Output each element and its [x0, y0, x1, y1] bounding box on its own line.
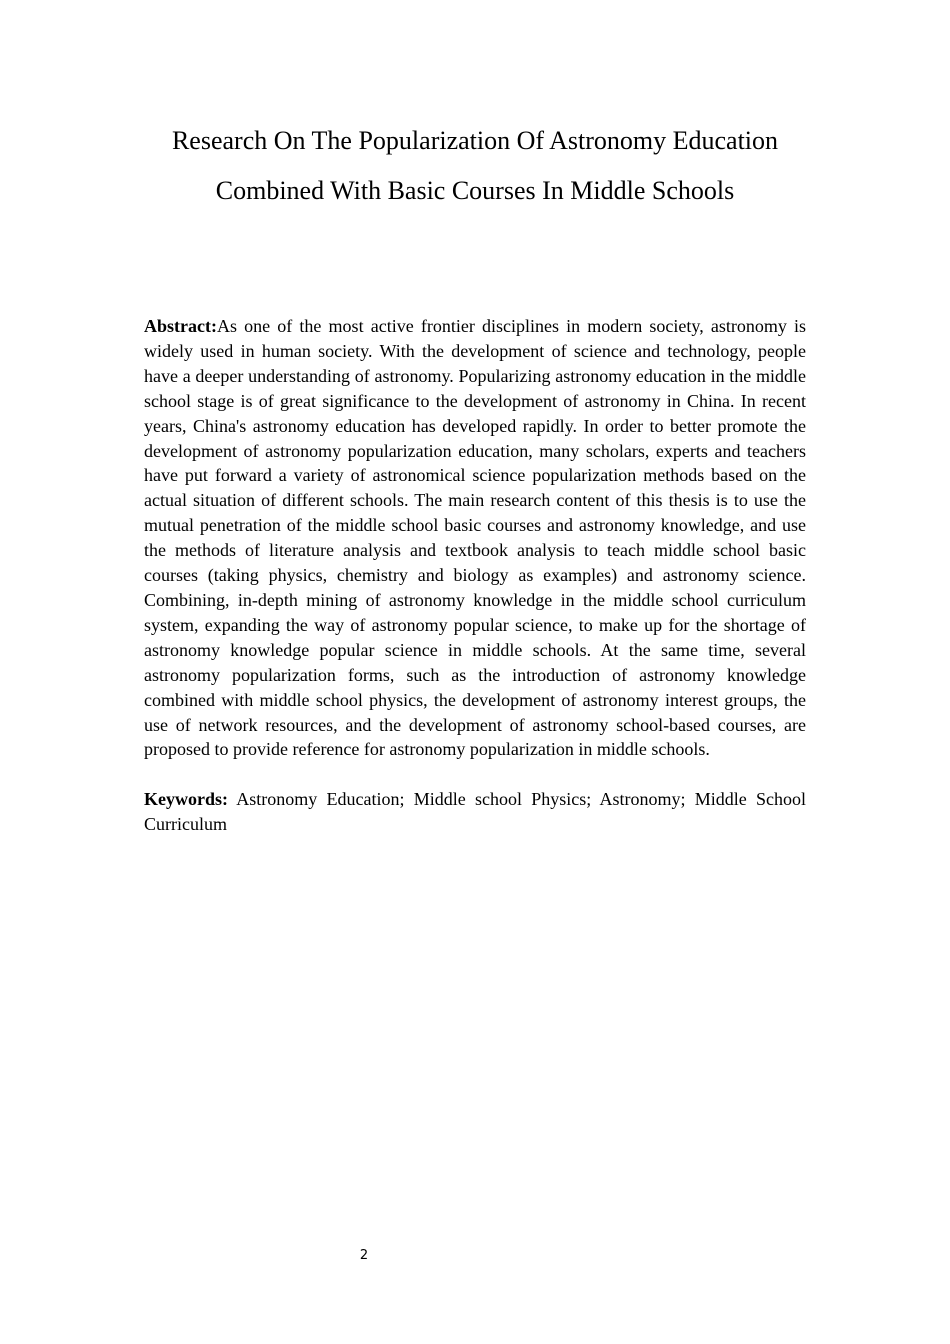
title-line-2: Combined With Basic Courses In Middle Schools [215, 176, 735, 205]
keywords-paragraph [144, 787, 806, 837]
title-line-1: Research On The Popularization Of Astronomy Education [171, 126, 779, 155]
abstract-text: As one of the most active frontier disciplines in modern society, astronomy is widely used in human society. With the development of science and technology, people have a deeper understanding of astronomy. Popularizing astronomy education in the middle school stage is of great significance to the development of astronomy in China. In recent years, China's astronomy education has developed rapidly. In order to better promote the development of astronomy popularization education, many scholars, experts and teachers have put forward a variety of astronomical science popularization methods based on the actual situation of different schools. The main research content of this thesis is to use the mutual penetration of the middle school basic courses and astronomy knowledge, and use the methods of literature analysis and textbook analysis to teach middle school basic courses (taking physics, chemistry and biology as examples) and astronomy science. Combining, in-depth mining of astronomy knowledge in the middle school curriculum system, expanding the way of astronomy popular science, to make up for the shortage of astronomy knowledge popular science in middle schools. At the same time, several astronomy popularization forms, such as the introduction of astronomy knowledge combined with middle school physics, the development of astronomy interest groups, the use of network resources, and the development of astronomy school-based courses, are proposed to provide reference for astronomy popularization in middle schools. [144, 316, 806, 760]
abstract-paragraph [144, 314, 806, 762]
keywords-text: Astronomy Education; Middle school Physics; Astronomy; Middle School Curriculum [144, 789, 806, 834]
abstract-label: Abstract: [144, 316, 217, 336]
keywords-label: Keywords: [144, 789, 228, 809]
page-number: 2 [359, 1248, 369, 1263]
